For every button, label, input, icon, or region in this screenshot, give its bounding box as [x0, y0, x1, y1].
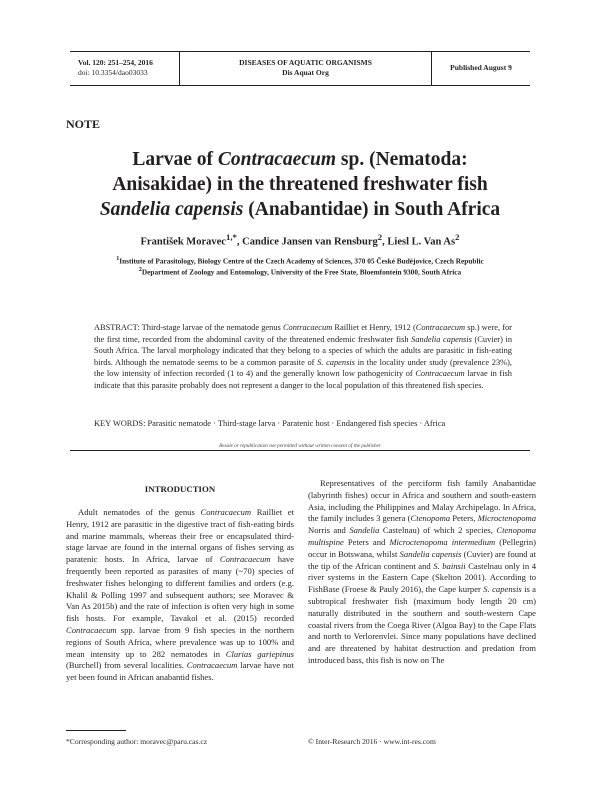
- body-text: Peters,: [450, 513, 478, 524]
- title-text: (Anabantidae) in South Africa: [243, 199, 501, 220]
- affil-text: Institute of Parasitology, Biology Centre of the Czech Academy of Sciences, 370 05 České Budějovice, Czech Republic: [119, 256, 484, 266]
- right-column: [308, 478, 536, 667]
- author-2-affil: 2: [377, 232, 383, 242]
- body-text: larvae have not yet been found in African anabantid fishes.: [66, 660, 294, 683]
- footnote-rule: [66, 730, 126, 731]
- body-text: (Pellegrin) occur in Botswana, whilst: [308, 536, 537, 559]
- abstract-italic: Contracaecum: [282, 323, 333, 332]
- body-italic: Sandelia capensis: [399, 548, 462, 559]
- abstract-italic: S. capensis: [317, 357, 355, 367]
- body-text: (Cuvier) are found at the tip of the African continent and: [308, 548, 536, 571]
- abstract-text: in the locality under study (prevalence 23%), the low intensity of infection recorded (1 to 4) and the generally known low pathogenicity of: [94, 357, 512, 379]
- abstract-italic: Sandelia capensis: [411, 334, 472, 344]
- abstract-text: (Cuvier) in South Africa. The larval morphology indicated that they belong to a species of which the adults are parasitic in fish-eating birds. Although the nematode seems to be a common parasite of: [94, 334, 513, 367]
- abstract: [94, 322, 512, 392]
- title-text: sp. (Nematoda:: [336, 149, 468, 170]
- body-italic: Sandelia: [349, 525, 380, 536]
- body-text: (Burchell) from several localities.: [66, 660, 187, 671]
- body-text: Castelnau only in 4 river systems in the Eastern Cape (Skelton 2001). According to FishBase (Froese & Pauly 2016), the Cape kurper: [308, 560, 536, 595]
- body-italic: Ctenopoma: [410, 513, 451, 524]
- affiliation-2: [60, 265, 540, 277]
- resale-notice: Resale or republication not permitted without written consent of the publisher: [200, 443, 400, 449]
- body-italic: S. capensis: [483, 584, 522, 595]
- abstract-italic: Contracaecum: [415, 323, 466, 332]
- body-italic: Clarias gariepinus: [225, 648, 295, 659]
- keywords: [94, 418, 512, 430]
- body-italic: Contracaecum: [186, 660, 238, 671]
- volume-info: [70, 52, 180, 85]
- title-genus: Contracaecum: [217, 149, 337, 170]
- body-italic: Microctenopoma intermedium: [389, 536, 496, 547]
- title-line-1: [60, 147, 540, 172]
- intro-paragraph-2: [308, 478, 536, 667]
- title-text: Larvae of: [132, 149, 218, 170]
- doi-line: doi: 10.3354/dao03033: [78, 68, 148, 77]
- journal-title: DISEASES OF AQUATIC ORGANISMS: [239, 58, 372, 67]
- author-1-affil: 1,: [225, 232, 233, 242]
- body-italic: Contracaecum: [219, 554, 271, 565]
- author-2: , Candice Jansen van Rensburg: [236, 236, 378, 248]
- keywords-label: KEY WORDS:: [94, 419, 148, 428]
- body-text: Peters and: [343, 536, 390, 547]
- keywords-text: Parasitic nematode · Third-stage larva · Paratenic host · Endangered fish species · Africa: [147, 419, 446, 428]
- body-text: is a subtropical freshwater fish (maximum body length 20 cm) naturally distributed in the southern and south-western Cape coastal rivers from the Coega River (Algoa Bay) to the Cape Flats and north to Verlorenvlei. Since many populations have declined and are threatened by habitat destruction and predation from introduced bass, this fish is now on The: [308, 584, 536, 665]
- body-italic: Microctenopoma: [477, 513, 536, 524]
- abstract-text: Railliet et Henry, 1912 (: [332, 323, 416, 332]
- body-text: Representatives of the perciform fish family Anabantidae (labyrinth fishes) occur in Africa and southern and south-eastern Asia, including the Philippines and Malay Archipelago. In Africa, the family includes 3 genera (: [308, 478, 536, 524]
- corresponding-author-footnote: *Corresponding author: moravec@paru.cas.cz: [66, 737, 208, 746]
- left-column: [66, 507, 294, 684]
- body-text: spp. larvae from 9 fish species in the northern regions of South Africa, where prevalence was up to 100% and mean intensity up to 282 nematodes in: [66, 624, 294, 659]
- title-line-3: [60, 197, 540, 222]
- copyright: © Inter-Research 2016 · www.int-res.com: [308, 737, 436, 746]
- body-text: Norris and: [308, 525, 350, 536]
- abstract-italic: Contracaecum: [415, 369, 465, 379]
- intro-paragraph-1: [66, 507, 294, 684]
- corresponding-mark: *: [232, 232, 237, 242]
- author-list: [60, 232, 540, 248]
- body-text: Castelnau) of which 2 species,: [379, 525, 497, 536]
- body-text: Railliet et Henry, 1912 are parasitic in the digestive tract of fish-eating birds and marine mammals, whereas their free or encapsulated third-stage larvae are found in the internal organs of fishes serving as paratenic hosts. In Africa, larvae of: [66, 507, 294, 565]
- volume-line: Vol. 120: 251–254, 2016: [78, 58, 153, 67]
- body-text: Adult nematodes of the genus: [78, 507, 201, 517]
- section-heading-introduction: INTRODUCTION: [144, 484, 216, 494]
- divider: [70, 450, 530, 451]
- affil-number: 1: [116, 256, 120, 262]
- abstract-text: sp.) were, for the first time, recorded from the abdominal cavity of the threatened endemic freshwater fish: [94, 323, 512, 344]
- publication-date: Published August 9: [450, 63, 512, 72]
- title-species: Sandelia capensis: [99, 199, 244, 220]
- body-italic: S. bainsii: [433, 560, 466, 571]
- journal-abbreviation: Dis Aquat Org: [282, 68, 329, 77]
- author-3: , Liesl L. Van As: [382, 236, 456, 248]
- abstract-label: ABSTRACT:: [94, 323, 142, 332]
- title-line-2: Anisakidae) in the threatened freshwater fish: [112, 174, 488, 195]
- author-1: František Moravec: [140, 236, 226, 248]
- abstract-text: Third-stage larvae of the nematode genus: [141, 323, 283, 332]
- journal-header: [70, 51, 530, 86]
- body-italic: Ctenopoma multispine: [308, 525, 536, 547]
- body-italic: Contracaecum: [66, 624, 117, 635]
- journal-name: [180, 52, 432, 85]
- section-label: NOTE: [66, 117, 101, 131]
- body-text: have frequently been reported as parasites of many (~70) species of freshwater fishes belonging to different families and orders (e.g. Khalil & Polling 1997 and subsequent authors; see Moravec & Van As 2015b) and the rate of infection is often very high in some fish hosts. For example, Tavakol et al. (2015) recorded: [66, 554, 294, 624]
- abstract-text: larvae in fish indicate that this parasite probably does not represent a danger to the local population of this threatened fish species.: [94, 369, 512, 390]
- author-3-affil: 2: [455, 232, 460, 242]
- article-title: [60, 147, 540, 222]
- body-italic: Contracaecum: [200, 507, 252, 517]
- affil-text: Department of Zoology and Entomology, University of the Free State, Bloemfontein 9300, South Africa: [141, 267, 462, 277]
- affil-number: 2: [138, 267, 142, 273]
